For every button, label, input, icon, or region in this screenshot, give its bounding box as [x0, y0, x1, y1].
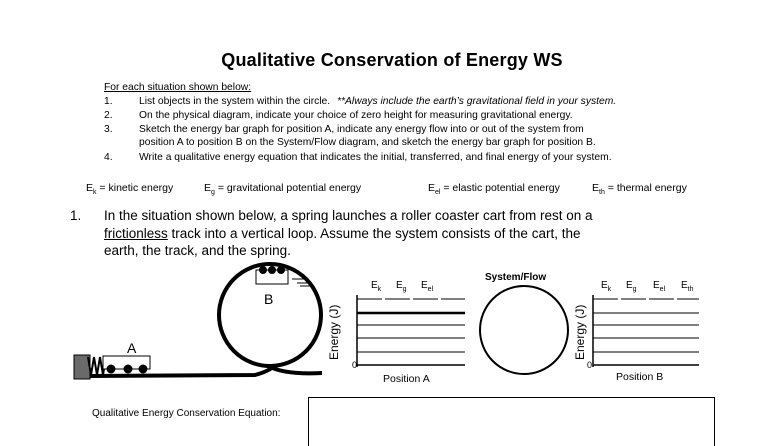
graph-a-col-ek: [371, 280, 381, 293]
symbol-e: E: [371, 280, 378, 291]
instructions-intro: For each situation shown below:: [104, 82, 252, 93]
subscript-th: th: [599, 189, 605, 197]
instruction-number: 2.: [104, 110, 113, 121]
subscript: el: [427, 286, 434, 293]
worksheet-title: Qualitative Conservation of Energy WS: [221, 50, 563, 70]
definition-elastic: [428, 182, 560, 196]
symbol-e: E: [653, 280, 660, 291]
instruction-1: [139, 96, 616, 107]
subscript-g: g: [211, 189, 215, 197]
instruction-number: 4.: [104, 152, 113, 163]
cart-wheel: [259, 266, 267, 274]
instruction-number: 3.: [104, 124, 113, 135]
question-line-1: In the situation shown below, a spring launches a roller coaster cart from rest on a: [104, 208, 593, 223]
graph-b-col-eth: [681, 280, 694, 293]
frictionless-word: frictionless: [104, 226, 168, 241]
graph-a-ylabel: Energy (J): [327, 304, 341, 360]
definition-elastic-text: = elastic potential energy: [440, 182, 560, 194]
symbol-e: E: [681, 280, 688, 291]
instruction-4: Write a qualitative energy equation that indicates the initial, transferred, and final energy of your system.: [139, 152, 612, 163]
graph-b-col-eg: [626, 280, 637, 293]
subscript: g: [632, 286, 637, 293]
subscript: k: [607, 286, 612, 293]
system-flow-label: System/Flow: [485, 272, 547, 283]
graph-a-col-eg: [396, 280, 407, 293]
symbol-e: E: [428, 182, 436, 194]
equation-answer-box[interactable]: [308, 397, 715, 446]
graph-b-ylabel: Energy (J): [573, 304, 587, 360]
roller-coaster-diagram: [0, 255, 330, 385]
graph-b-col-eel: [653, 280, 665, 293]
definition-thermal-text: = thermal energy: [604, 182, 687, 194]
equation-label: Qualitative Energy Conservation Equation:: [92, 408, 281, 419]
definition-gravitational: [204, 182, 361, 196]
question-line-3: earth, the track, and the spring.: [104, 243, 291, 258]
cart-wheel: [277, 266, 285, 274]
cart-wheel: [107, 365, 116, 374]
energy-bar-graph-a: [355, 295, 467, 370]
subscript: el: [659, 286, 666, 293]
symbol-e: E: [204, 182, 212, 194]
instruction-number: 1.: [104, 96, 113, 107]
symbol-e: E: [396, 280, 403, 291]
question-line-2-text: track into a vertical loop. Assume the system consists of the cart, the: [167, 226, 581, 241]
subscript-el: el: [435, 189, 441, 197]
graph-b-zero: 0: [587, 360, 593, 370]
instruction-1-text: List objects in the system within the circle.: [139, 96, 331, 107]
system-boundary: [480, 286, 568, 374]
symbol-e: E: [421, 280, 428, 291]
symbol-e: E: [86, 182, 94, 194]
graph-b-caption: Position B: [616, 371, 664, 383]
cart-wheel: [139, 365, 148, 374]
subscript: g: [402, 286, 407, 293]
question-line-2: [104, 226, 580, 241]
instruction-1-emphasis: **Always include the earth’s gravitational field in your system.: [337, 96, 617, 107]
cart-wheel: [268, 266, 276, 274]
graph-a-caption: Position A: [383, 373, 430, 385]
graph-b-col-ek: [601, 280, 611, 293]
system-circle: [476, 284, 572, 376]
cart-wheel: [124, 365, 133, 374]
instruction-3: Sketch the energy bar graph for position A, indicate any energy flow into or out of the system from: [139, 124, 584, 135]
question-number: 1.: [70, 208, 82, 223]
subscript: k: [377, 286, 382, 293]
definition-gravitational-text: = gravitational potential energy: [214, 182, 362, 194]
graph-a-zero: 0: [352, 360, 358, 370]
definition-kinetic-text: = kinetic energy: [96, 182, 174, 194]
instruction-3-continued: position A to position B on the System/Flow diagram, and sketch the energy bar graph for position B.: [139, 137, 596, 148]
symbol-e: E: [601, 280, 608, 291]
graph-a-col-eel: [421, 280, 433, 293]
label-position-a: A: [127, 340, 137, 356]
instruction-2: On the physical diagram, indicate your choice of zero height for measuring gravitational energy.: [139, 110, 573, 121]
symbol-e: E: [592, 182, 600, 194]
definition-kinetic: [86, 182, 173, 196]
definition-thermal: [592, 182, 687, 196]
subscript-k: k: [93, 189, 97, 197]
subscript: th: [687, 286, 694, 293]
symbol-e: E: [626, 280, 633, 291]
label-position-b: B: [264, 291, 274, 307]
energy-bar-graph-b: [591, 295, 701, 370]
